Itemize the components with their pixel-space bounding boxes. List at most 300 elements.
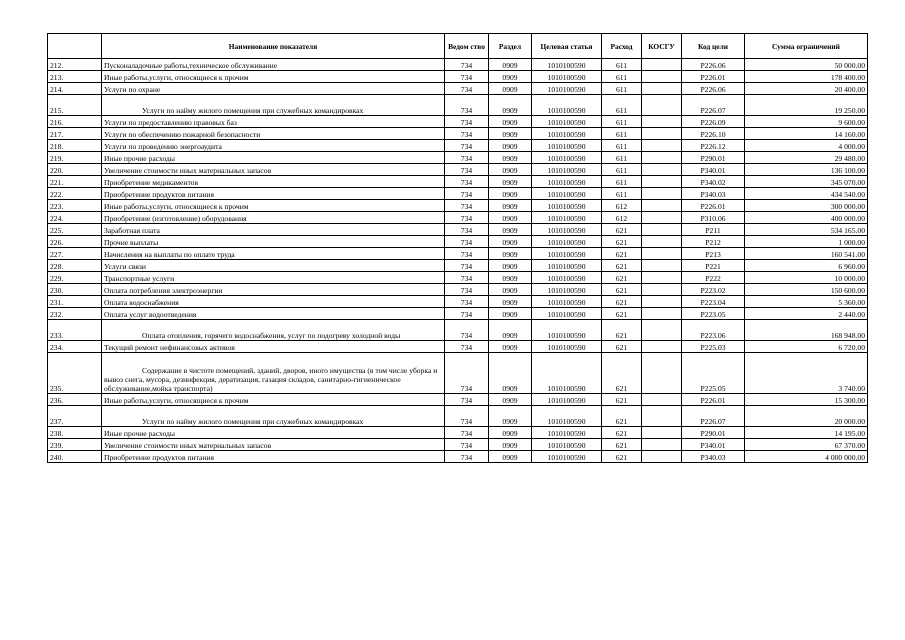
row-section: 0909 xyxy=(489,260,532,272)
table-row xyxy=(48,176,868,188)
row-target: 1010100590 xyxy=(532,394,602,406)
row-expense: 611 xyxy=(602,59,642,71)
row-target: 1010100590 xyxy=(532,152,602,164)
row-kosgu xyxy=(642,71,682,83)
row-target: 1010100590 xyxy=(532,212,602,224)
row-section: 0909 xyxy=(489,308,532,320)
row-goal-code: P226.12 xyxy=(682,140,745,152)
row-amount: 14 160.00 xyxy=(745,128,868,140)
table-row xyxy=(48,71,868,83)
row-dept: 734 xyxy=(445,200,489,212)
row-goal-code: P226.01 xyxy=(682,394,745,406)
row-kosgu xyxy=(642,320,682,341)
row-expense: 621 xyxy=(602,341,642,353)
row-kosgu xyxy=(642,406,682,427)
header-section: Раздел xyxy=(489,34,532,59)
table-row xyxy=(48,427,868,439)
row-section: 0909 xyxy=(489,176,532,188)
row-goal-code: P223.05 xyxy=(682,308,745,320)
row-number: 229. xyxy=(48,272,102,284)
row-goal-code: P226.07 xyxy=(682,406,745,427)
table-row xyxy=(48,83,868,95)
row-target: 1010100590 xyxy=(532,95,602,116)
row-expense: 621 xyxy=(602,296,642,308)
header-expense: Расход xyxy=(602,34,642,59)
row-number: 227. xyxy=(48,248,102,260)
row-name: Услуги по охране xyxy=(102,83,445,95)
row-dept: 734 xyxy=(445,248,489,260)
row-dept: 734 xyxy=(445,272,489,284)
row-number: 230. xyxy=(48,284,102,296)
row-number: 219. xyxy=(48,152,102,164)
row-expense: 621 xyxy=(602,224,642,236)
row-target: 1010100590 xyxy=(532,200,602,212)
row-goal-code: P226.06 xyxy=(682,83,745,95)
row-kosgu xyxy=(642,128,682,140)
row-section: 0909 xyxy=(489,394,532,406)
row-name: Прочие выплаты xyxy=(102,236,445,248)
row-goal-code: P340.03 xyxy=(682,451,745,463)
row-dept: 734 xyxy=(445,284,489,296)
row-name: Увеличение стоимости иных материальных запасов xyxy=(102,439,445,451)
row-target: 1010100590 xyxy=(532,439,602,451)
row-target: 1010100590 xyxy=(532,140,602,152)
row-number: 222. xyxy=(48,188,102,200)
row-target: 1010100590 xyxy=(532,260,602,272)
row-number: 233. xyxy=(48,320,102,341)
row-target: 1010100590 xyxy=(532,128,602,140)
row-goal-code: P290.01 xyxy=(682,152,745,164)
row-kosgu xyxy=(642,224,682,236)
expense-limits-table xyxy=(47,33,868,463)
row-goal-code: P225.05 xyxy=(682,353,745,394)
row-expense: 621 xyxy=(602,353,642,394)
row-dept: 734 xyxy=(445,212,489,224)
row-amount: 5 360.00 xyxy=(745,296,868,308)
row-dept: 734 xyxy=(445,176,489,188)
row-expense: 621 xyxy=(602,272,642,284)
row-kosgu xyxy=(642,439,682,451)
row-number: 225. xyxy=(48,224,102,236)
row-expense: 621 xyxy=(602,284,642,296)
row-name: Иные прочие расходы xyxy=(102,427,445,439)
row-target: 1010100590 xyxy=(532,71,602,83)
row-number: 239. xyxy=(48,439,102,451)
table-row xyxy=(48,164,868,176)
row-kosgu xyxy=(642,353,682,394)
header-goal-code: Код цели xyxy=(682,34,745,59)
row-expense: 611 xyxy=(602,152,642,164)
table-row xyxy=(48,353,868,394)
row-target: 1010100590 xyxy=(532,188,602,200)
row-expense: 612 xyxy=(602,212,642,224)
row-target: 1010100590 xyxy=(532,284,602,296)
row-goal-code: P340.03 xyxy=(682,188,745,200)
table-row xyxy=(48,188,868,200)
row-name: Приобретение продуктов питания xyxy=(102,188,445,200)
row-section: 0909 xyxy=(489,59,532,71)
row-target: 1010100590 xyxy=(532,308,602,320)
row-target: 1010100590 xyxy=(532,176,602,188)
row-target: 1010100590 xyxy=(532,248,602,260)
row-kosgu xyxy=(642,59,682,71)
row-dept: 734 xyxy=(445,439,489,451)
row-section: 0909 xyxy=(489,71,532,83)
header-name: Наименование показателя xyxy=(102,34,445,59)
row-section: 0909 xyxy=(489,284,532,296)
table-row xyxy=(48,200,868,212)
row-section: 0909 xyxy=(489,83,532,95)
row-target: 1010100590 xyxy=(532,224,602,236)
row-goal-code: P290.01 xyxy=(682,427,745,439)
table-row xyxy=(48,406,868,427)
row-name: Содержание в чистоте помещений, зданий, дворов, иного имущества (в том числе уборка и вывоз снега, мусора, дезинфекция, дератизация, газация складов, санитарно-гигиеническое обслуживание,мойка транспорта) xyxy=(102,353,445,394)
row-amount: 4 000 000.00 xyxy=(745,451,868,463)
row-dept: 734 xyxy=(445,71,489,83)
row-number: 236. xyxy=(48,394,102,406)
table-row xyxy=(48,116,868,128)
row-expense: 621 xyxy=(602,260,642,272)
row-name: Транспортные услуги xyxy=(102,272,445,284)
row-amount: 15 300.00 xyxy=(745,394,868,406)
row-target: 1010100590 xyxy=(532,83,602,95)
row-expense: 621 xyxy=(602,320,642,341)
row-section: 0909 xyxy=(489,439,532,451)
row-amount: 400 000.00 xyxy=(745,212,868,224)
table-row xyxy=(48,224,868,236)
row-kosgu xyxy=(642,427,682,439)
row-section: 0909 xyxy=(489,451,532,463)
row-dept: 734 xyxy=(445,308,489,320)
row-dept: 734 xyxy=(445,95,489,116)
row-name: Услуги по найму жилого помещения при служебных командировках xyxy=(102,406,445,427)
row-section: 0909 xyxy=(489,152,532,164)
row-section: 0909 xyxy=(489,212,532,224)
row-target: 1010100590 xyxy=(532,236,602,248)
table-row xyxy=(48,95,868,116)
row-name: Оплата водоснабжения xyxy=(102,296,445,308)
row-number: 218. xyxy=(48,140,102,152)
row-amount: 29 480.00 xyxy=(745,152,868,164)
row-section: 0909 xyxy=(489,95,532,116)
row-goal-code: P226.06 xyxy=(682,59,745,71)
row-expense: 611 xyxy=(602,71,642,83)
row-number: 228. xyxy=(48,260,102,272)
table-row xyxy=(48,212,868,224)
row-dept: 734 xyxy=(445,83,489,95)
row-number: 221. xyxy=(48,176,102,188)
row-amount: 67 370.00 xyxy=(745,439,868,451)
row-section: 0909 xyxy=(489,353,532,394)
row-expense: 611 xyxy=(602,128,642,140)
row-goal-code: P226.07 xyxy=(682,95,745,116)
table-row xyxy=(48,296,868,308)
row-number: 240. xyxy=(48,451,102,463)
row-number: 235. xyxy=(48,353,102,394)
row-name: Приобретение медикаментов xyxy=(102,176,445,188)
row-dept: 734 xyxy=(445,152,489,164)
row-amount: 50 000.00 xyxy=(745,59,868,71)
row-dept: 734 xyxy=(445,353,489,394)
table-row xyxy=(48,439,868,451)
row-target: 1010100590 xyxy=(532,451,602,463)
row-kosgu xyxy=(642,236,682,248)
row-goal-code: P211 xyxy=(682,224,745,236)
header-dept: Ведом ство xyxy=(445,34,489,59)
row-number: 214. xyxy=(48,83,102,95)
row-section: 0909 xyxy=(489,224,532,236)
row-target: 1010100590 xyxy=(532,59,602,71)
row-dept: 734 xyxy=(445,451,489,463)
row-name: Увеличение стоимости иных материальных запасов xyxy=(102,164,445,176)
table-row xyxy=(48,272,868,284)
row-number: 232. xyxy=(48,308,102,320)
row-kosgu xyxy=(642,116,682,128)
row-amount: 345 070.00 xyxy=(745,176,868,188)
row-dept: 734 xyxy=(445,320,489,341)
row-section: 0909 xyxy=(489,341,532,353)
row-section: 0909 xyxy=(489,200,532,212)
row-goal-code: P310.06 xyxy=(682,212,745,224)
row-expense: 621 xyxy=(602,406,642,427)
row-kosgu xyxy=(642,272,682,284)
row-dept: 734 xyxy=(445,116,489,128)
row-amount: 10 000.00 xyxy=(745,272,868,284)
row-name: Оплата отопления, горячего водоснабжения, услуг по подогреву холодной воды xyxy=(102,320,445,341)
row-kosgu xyxy=(642,260,682,272)
row-amount: 6 960.00 xyxy=(745,260,868,272)
row-expense: 612 xyxy=(602,200,642,212)
row-goal-code: P225.03 xyxy=(682,341,745,353)
row-goal-code: P213 xyxy=(682,248,745,260)
row-name: Текущий ремонт нефинансовых активов xyxy=(102,341,445,353)
row-number: 238. xyxy=(48,427,102,439)
header-num xyxy=(48,34,102,59)
row-name: Заработная плата xyxy=(102,224,445,236)
table-body xyxy=(48,59,868,463)
row-dept: 734 xyxy=(445,224,489,236)
row-amount: 2 440.00 xyxy=(745,308,868,320)
row-goal-code: P221 xyxy=(682,260,745,272)
row-amount: 136 100.00 xyxy=(745,164,868,176)
row-dept: 734 xyxy=(445,427,489,439)
row-number: 217. xyxy=(48,128,102,140)
row-goal-code: P340.02 xyxy=(682,176,745,188)
row-kosgu xyxy=(642,176,682,188)
row-amount: 4 000.00 xyxy=(745,140,868,152)
row-section: 0909 xyxy=(489,248,532,260)
row-amount: 20 400.00 xyxy=(745,83,868,95)
row-goal-code: P222 xyxy=(682,272,745,284)
row-amount: 168 948.00 xyxy=(745,320,868,341)
row-goal-code: P340.01 xyxy=(682,439,745,451)
row-name: Услуги по предоставлению правовых баз xyxy=(102,116,445,128)
row-target: 1010100590 xyxy=(532,427,602,439)
row-section: 0909 xyxy=(489,427,532,439)
row-expense: 611 xyxy=(602,116,642,128)
table-row xyxy=(48,341,868,353)
row-amount: 6 720.00 xyxy=(745,341,868,353)
row-name: Иные работы,услуги, относящиеся к прочим xyxy=(102,200,445,212)
row-expense: 621 xyxy=(602,308,642,320)
row-section: 0909 xyxy=(489,236,532,248)
row-kosgu xyxy=(642,212,682,224)
table-row xyxy=(48,59,868,71)
row-dept: 734 xyxy=(445,128,489,140)
table-row xyxy=(48,451,868,463)
row-kosgu xyxy=(642,308,682,320)
row-amount: 160 541.00 xyxy=(745,248,868,260)
row-number: 237. xyxy=(48,406,102,427)
row-expense: 621 xyxy=(602,427,642,439)
row-target: 1010100590 xyxy=(532,116,602,128)
row-kosgu xyxy=(642,284,682,296)
row-name: Услуги связи xyxy=(102,260,445,272)
row-section: 0909 xyxy=(489,140,532,152)
row-target: 1010100590 xyxy=(532,296,602,308)
row-amount: 178 400.00 xyxy=(745,71,868,83)
row-name: Услуги по проведению энергоаудита xyxy=(102,140,445,152)
row-name: Иные работы,услуги, относящиеся к прочим xyxy=(102,71,445,83)
row-goal-code: P223.06 xyxy=(682,320,745,341)
row-goal-code: P223.02 xyxy=(682,284,745,296)
row-expense: 621 xyxy=(602,394,642,406)
row-name: Оплата услуг водоотведения xyxy=(102,308,445,320)
table-row xyxy=(48,260,868,272)
row-goal-code: P212 xyxy=(682,236,745,248)
table-row xyxy=(48,308,868,320)
table-row xyxy=(48,128,868,140)
row-kosgu xyxy=(642,248,682,260)
row-amount: 9 600.00 xyxy=(745,116,868,128)
row-section: 0909 xyxy=(489,406,532,427)
row-amount: 20 000.00 xyxy=(745,406,868,427)
table-row xyxy=(48,236,868,248)
row-target: 1010100590 xyxy=(532,341,602,353)
row-goal-code: P226.09 xyxy=(682,116,745,128)
row-section: 0909 xyxy=(489,164,532,176)
row-section: 0909 xyxy=(489,116,532,128)
row-amount: 534 165.00 xyxy=(745,224,868,236)
header-target: Целевая статья xyxy=(532,34,602,59)
row-amount: 19 250.00 xyxy=(745,95,868,116)
row-expense: 621 xyxy=(602,236,642,248)
row-number: 212. xyxy=(48,59,102,71)
row-dept: 734 xyxy=(445,236,489,248)
row-amount: 434 540.00 xyxy=(745,188,868,200)
row-amount: 1 000.00 xyxy=(745,236,868,248)
row-target: 1010100590 xyxy=(532,164,602,176)
row-expense: 611 xyxy=(602,164,642,176)
row-name: Начисления на выплаты по оплате труда xyxy=(102,248,445,260)
row-kosgu xyxy=(642,95,682,116)
row-name: Оплата потребления электроэнергии xyxy=(102,284,445,296)
row-number: 216. xyxy=(48,116,102,128)
header-row xyxy=(48,34,868,59)
row-section: 0909 xyxy=(489,320,532,341)
row-section: 0909 xyxy=(489,272,532,284)
row-dept: 734 xyxy=(445,394,489,406)
row-kosgu xyxy=(642,341,682,353)
row-amount: 300 000.00 xyxy=(745,200,868,212)
row-target: 1010100590 xyxy=(532,406,602,427)
row-expense: 611 xyxy=(602,83,642,95)
row-kosgu xyxy=(642,140,682,152)
row-section: 0909 xyxy=(489,128,532,140)
row-kosgu xyxy=(642,164,682,176)
row-goal-code: P226.01 xyxy=(682,200,745,212)
row-amount: 3 740.00 xyxy=(745,353,868,394)
row-dept: 734 xyxy=(445,406,489,427)
table-row xyxy=(48,248,868,260)
row-name: Услуги по обеспечению пожарной безопасности xyxy=(102,128,445,140)
row-dept: 734 xyxy=(445,164,489,176)
row-dept: 734 xyxy=(445,188,489,200)
table-row xyxy=(48,140,868,152)
row-dept: 734 xyxy=(445,59,489,71)
row-dept: 734 xyxy=(445,140,489,152)
table-row xyxy=(48,152,868,164)
row-goal-code: P226.10 xyxy=(682,128,745,140)
row-expense: 611 xyxy=(602,188,642,200)
row-target: 1010100590 xyxy=(532,320,602,341)
header-kosgu: КОСГУ xyxy=(642,34,682,59)
row-goal-code: P223.04 xyxy=(682,296,745,308)
row-kosgu xyxy=(642,451,682,463)
row-kosgu xyxy=(642,188,682,200)
row-expense: 621 xyxy=(602,439,642,451)
row-goal-code: P340.01 xyxy=(682,164,745,176)
row-name: Приобретение (изготовление) оборудования xyxy=(102,212,445,224)
row-name: Услуги по найму жилого помещения при служебных командировках xyxy=(102,95,445,116)
row-kosgu xyxy=(642,152,682,164)
table-row xyxy=(48,320,868,341)
table-row xyxy=(48,284,868,296)
row-target: 1010100590 xyxy=(532,353,602,394)
row-kosgu xyxy=(642,83,682,95)
row-amount: 150 600.00 xyxy=(745,284,868,296)
row-goal-code: P226.01 xyxy=(682,71,745,83)
table-row xyxy=(48,394,868,406)
row-kosgu xyxy=(642,296,682,308)
row-expense: 621 xyxy=(602,248,642,260)
row-name: Иные прочие расходы xyxy=(102,152,445,164)
row-number: 231. xyxy=(48,296,102,308)
row-target: 1010100590 xyxy=(532,272,602,284)
row-kosgu xyxy=(642,394,682,406)
row-name: Приобретение продуктов питания xyxy=(102,451,445,463)
row-number: 224. xyxy=(48,212,102,224)
row-number: 213. xyxy=(48,71,102,83)
row-expense: 611 xyxy=(602,140,642,152)
row-amount: 14 195.00 xyxy=(745,427,868,439)
row-number: 234. xyxy=(48,341,102,353)
row-number: 223. xyxy=(48,200,102,212)
row-section: 0909 xyxy=(489,188,532,200)
row-dept: 734 xyxy=(445,296,489,308)
row-section: 0909 xyxy=(489,296,532,308)
row-number: 215. xyxy=(48,95,102,116)
row-number: 226. xyxy=(48,236,102,248)
row-name: Пусконаладочные работы,техническое обслуживание xyxy=(102,59,445,71)
row-name: Иные работы,услуги, относящиеся к прочим xyxy=(102,394,445,406)
row-dept: 734 xyxy=(445,260,489,272)
row-expense: 611 xyxy=(602,176,642,188)
row-kosgu xyxy=(642,200,682,212)
header-amount: Сумма ограничений xyxy=(745,34,868,59)
row-expense: 611 xyxy=(602,95,642,116)
row-dept: 734 xyxy=(445,341,489,353)
